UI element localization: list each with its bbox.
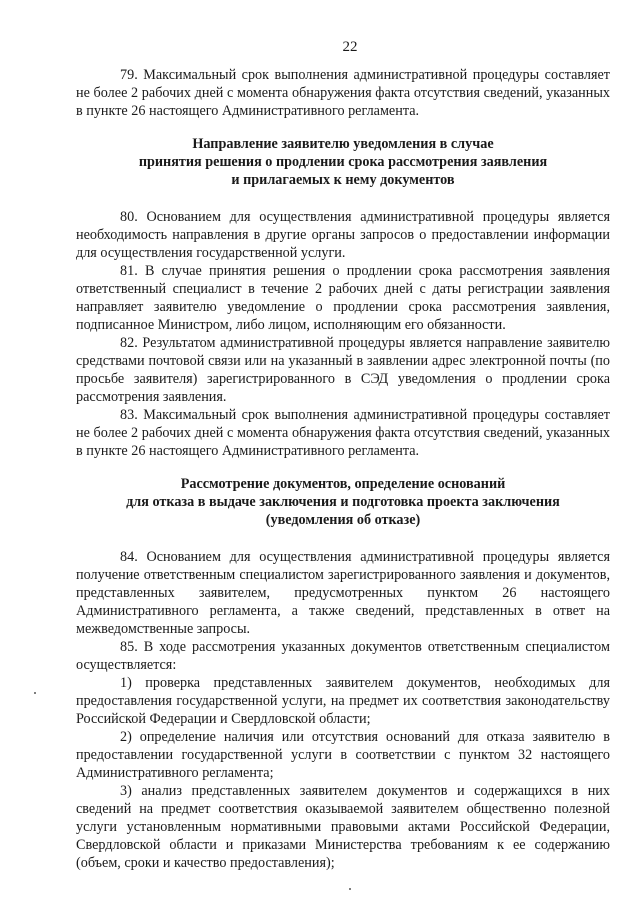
heading-line: для отказа в выдаче заключения и подготовка проекта заключения <box>126 494 560 510</box>
heading-line: Рассмотрение документов, определение оснований <box>180 476 506 492</box>
heading-line: и прилагаемых к нему документов <box>231 172 455 188</box>
heading-line: (уведомления об отказе) <box>265 512 421 528</box>
paragraph-80: 80. Основанием для осуществления административной процедуры является необходимость направления в другие органы запросов о предоставлении информации для осуществления государственной услуги. <box>76 209 610 261</box>
page-number: 22 <box>342 39 358 55</box>
list-item-3: 3) анализ представленных заявителем документов и содержащихся в них сведений на предмет соответствия оказываемой заявителем общественно полезной услуги установленным нормативными правовыми актами Российской Федерации, Свердловской области и приказами Министерства требованиям к ее содержанию (объем, сроки и качество предоставления); <box>76 783 610 871</box>
scan-artifact-dot <box>349 888 351 890</box>
paragraph-79: 79. Максимальный срок выполнения административной процедуры составляет не более 2 рабочих дней с момента обнаружения факта отсутствия сведений, указанных в пункте 26 настоящего Административного регламента. <box>76 67 610 119</box>
paragraph-84: 84. Основанием для осуществления административной процедуры является получение ответственным специалистом зарегистрированного заявления и документов, представленных заявителем, предусмотренных пунктом 26 настоящего Административного регламента, а также сведений, представленных в ответ на межведомственные запросы. <box>76 549 610 637</box>
section-heading-review <box>76 475 610 529</box>
document-page <box>76 38 610 872</box>
paragraph-85: 85. В ходе рассмотрения указанных документов ответственным специалистом осуществляется: <box>76 639 610 673</box>
list-item-2: 2) определение наличия или отсутствия оснований для отказа заявителю в предоставлении государственной услуги в соответствии с пунктом 32 настоящего Административного регламента; <box>76 729 610 781</box>
paragraph-82: 82. Результатом административной процедуры является направление заявителю средствами почтовой связи или на указанный в заявлении адрес электронной почты (по просьбе заявителя) зарегистрированного в СЭД уведомления о продлении срока рассмотрения заявления. <box>76 335 610 405</box>
section-heading-notification <box>76 135 610 189</box>
paragraph-83: 83. Максимальный срок выполнения административной процедуры составляет не более 2 рабочих дней с момента обнаружения факта отсутствия сведений, указанных в пункте 26 настоящего Административного регламента. <box>76 407 610 459</box>
heading-line: Направление заявителю уведомления в случае <box>192 136 494 152</box>
scan-artifact-dot <box>34 692 36 694</box>
paragraph-81: 81. В случае принятия решения о продлении срока рассмотрения заявления ответственный специалист в течение 2 рабочих дней с даты регистрации заявления направляет заявителю уведомление о продлении срока рассмотрения заявления, подписанное Министром, либо лицом, исполняющим его обязанности. <box>76 263 610 333</box>
list-item-1: 1) проверка представленных заявителем документов, необходимых для предоставления государственной услуги, на предмет их соответствия законодательству Российской Федерации и Свердловской области; <box>76 675 610 727</box>
heading-line: принятия решения о продлении срока рассмотрения заявления <box>138 154 548 170</box>
